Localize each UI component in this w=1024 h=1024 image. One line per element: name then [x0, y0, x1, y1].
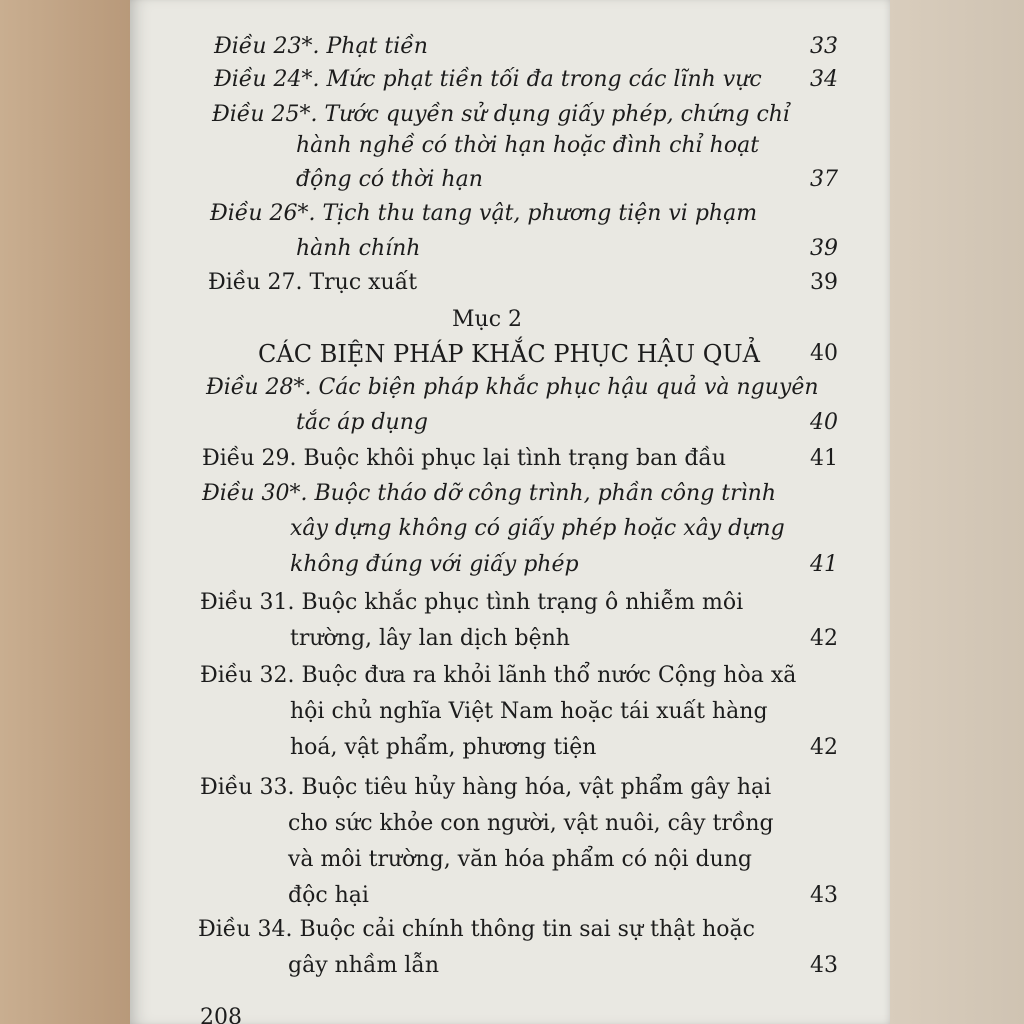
toc-entry-title: cho sức khỏe con người, vật nuôi, cây trồng	[288, 811, 774, 836]
section-label	[130, 302, 890, 338]
toc-entry-page: 39	[810, 270, 838, 295]
toc-entry-title: trường, lây lan dịch bệnh	[290, 626, 570, 651]
toc-entry-title: độc hại	[288, 883, 369, 908]
toc-entry-dieu-32	[130, 658, 890, 694]
toc-entry-page: 42	[810, 735, 838, 760]
toc-entry-page: 43	[810, 883, 838, 908]
toc-entry-title: tắc áp dụng	[296, 410, 428, 435]
toc-entry-dieu-29	[130, 441, 890, 477]
toc-entry-title: Điều 25*. Tước quyền sử dụng giấy phép, chứng chỉ	[212, 102, 790, 127]
toc-entry-title: Điều 30*. Buộc tháo dỡ công trình, phần công trình	[202, 481, 777, 506]
toc-entry-page: 37	[810, 167, 838, 192]
toc-entry-continuation	[130, 694, 890, 730]
section-heading	[130, 336, 890, 372]
toc-entry-title: hành chính	[296, 236, 421, 261]
toc-entry-dieu-24	[130, 62, 890, 98]
section-title: CÁC BIỆN PHÁP KHẮC PHỤC HẬU QUẢ	[258, 340, 760, 368]
toc-entry-dieu-26	[130, 196, 890, 232]
toc-entry-title: Điều 24*. Mức phạt tiền tối đa trong các lĩnh vực	[214, 67, 762, 92]
toc-entry-continuation	[130, 878, 890, 914]
toc-entry-continuation	[130, 162, 890, 198]
toc-entry-title: hội chủ nghĩa Việt Nam hoặc tái xuất hàng	[290, 699, 768, 724]
toc-entry-page: 39	[810, 236, 838, 261]
toc-entry-page: 41	[810, 446, 838, 471]
toc-entry-continuation	[130, 621, 890, 657]
toc-entry-dieu-34	[130, 912, 890, 948]
toc-entry-continuation	[130, 730, 890, 766]
toc-entry-dieu-33	[130, 770, 890, 806]
background-right	[889, 0, 1024, 1024]
background-left	[0, 0, 130, 1024]
toc-entry-continuation	[130, 128, 890, 164]
toc-entry-page: 34	[810, 67, 838, 92]
toc-entry-title: không đúng với giấy phép	[290, 552, 579, 577]
toc-entry-dieu-23	[130, 29, 890, 65]
toc-entry-title: Điều 28*. Các biện pháp khắc phục hậu quả và nguyên	[206, 375, 819, 400]
toc-entry-page: 40	[810, 341, 838, 366]
toc-entry-continuation	[130, 511, 890, 547]
toc-entry-dieu-30	[130, 476, 890, 512]
toc-entry-continuation	[130, 405, 890, 441]
toc-entry-title: Điều 29. Buộc khôi phục lại tình trạng ban đầu	[202, 446, 727, 471]
book-page	[130, 0, 890, 1024]
toc-entry-title: Điều 32. Buộc đưa ra khỏi lãnh thổ nước Cộng hòa xã	[200, 663, 797, 688]
toc-entry-title: gây nhầm lẫn	[288, 953, 439, 978]
toc-entry-continuation	[130, 842, 890, 878]
toc-entry-continuation	[130, 547, 890, 583]
toc-entry-title: Điều 26*. Tịch thu tang vật, phương tiện vi phạm	[210, 201, 758, 226]
toc-entry-title: hoá, vật phẩm, phương tiện	[290, 735, 597, 760]
toc-entry-continuation	[130, 231, 890, 267]
toc-entry-title: Điều 31. Buộc khắc phục tình trạng ô nhiễm môi	[200, 590, 744, 615]
toc-entry-continuation	[130, 806, 890, 842]
toc-entry-title: và môi trường, văn hóa phẩm có nội dung	[288, 847, 753, 872]
toc-entry-page: 41	[810, 552, 838, 577]
toc-entry-page: 42	[810, 626, 838, 651]
toc-entry-dieu-28	[130, 370, 890, 406]
toc-entry-dieu-31	[130, 585, 890, 621]
toc-entry-title: động có thời hạn	[296, 167, 483, 192]
section-number: Mục 2	[452, 307, 523, 332]
toc-entry-dieu-27	[130, 265, 890, 301]
toc-entry-title: Điều 33. Buộc tiêu hủy hàng hóa, vật phẩm gây hại	[200, 775, 772, 800]
toc-entry-title: xây dựng không có giấy phép hoặc xây dựng	[290, 516, 785, 541]
toc-entry-page: 40	[810, 410, 838, 435]
toc-entry-title: Điều 34. Buộc cải chính thông tin sai sự thật hoặc	[198, 917, 755, 942]
toc-entry-title: Điều 27. Trục xuất	[208, 270, 418, 295]
toc-entry-page: 33	[810, 34, 838, 59]
toc-entry-title: hành nghề có thời hạn hoặc đình chỉ hoạt	[296, 133, 760, 158]
toc-entry-continuation	[130, 948, 890, 984]
toc-entry-page: 43	[810, 953, 838, 978]
page-number: 208	[200, 1005, 242, 1024]
toc-entry-title: Điều 23*. Phạt tiền	[214, 34, 428, 59]
